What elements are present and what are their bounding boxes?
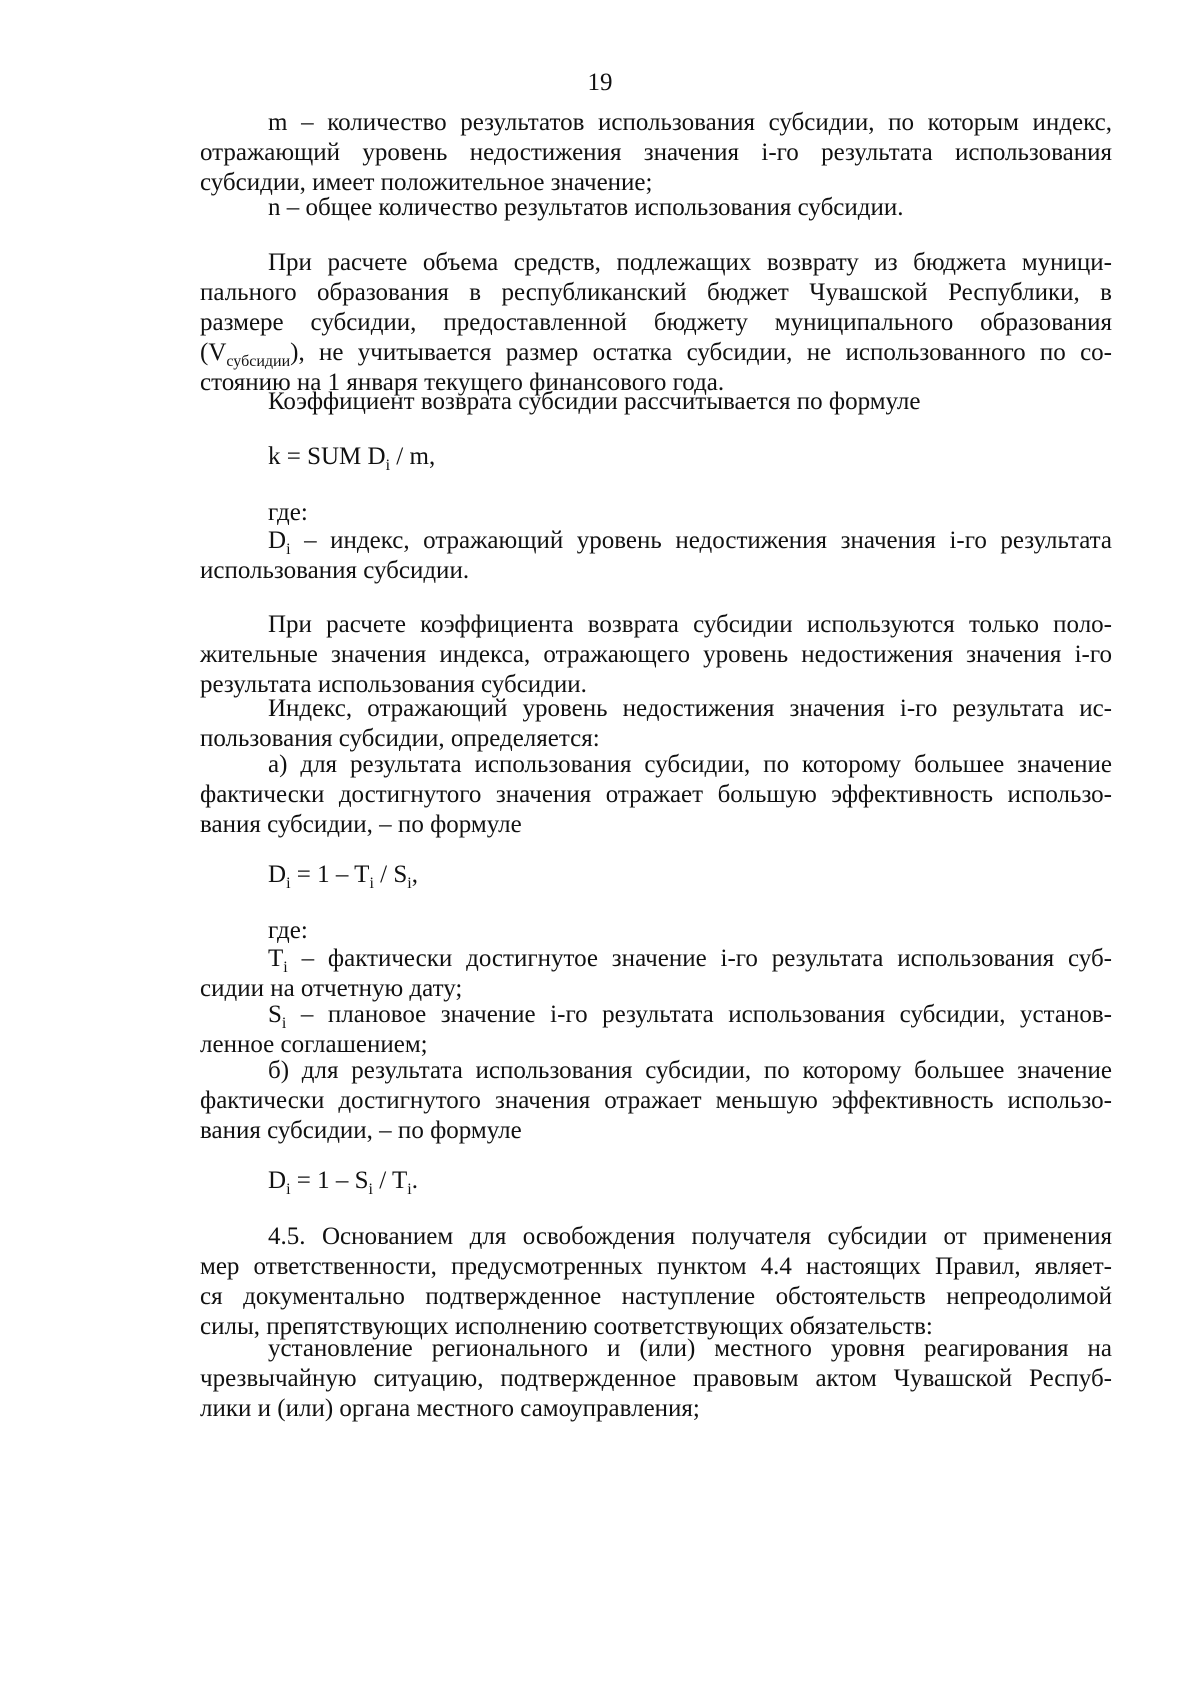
formula-case-b: $D_i = 1 - S_i / T_i$. xyxy=(268,1167,418,1198)
paragraph-case-b: б) для результата использования субсидии, по которому большее значение фактически достигнутого значения отражает меньшую эффективность использо- вания субсидии, – по формуле xyxy=(200,1057,1112,1144)
paragraph-case-a: а) для результата использования субсидии, по которому большее значение фактически достигнутого значения отражает большую эффективность использо- вания субсидии, – по формуле xyxy=(200,751,1112,838)
page-number: 19 xyxy=(587,69,613,96)
where-label-2: где: xyxy=(268,917,308,944)
paragraph-di-definition: $D_i$ – индекс, отражающий уровень недостижения значения i-го результата использования субсидии. xyxy=(200,527,1112,584)
paragraph-n-definition: n – общее количество результатов использования субсидии. xyxy=(268,194,904,221)
paragraph-si-definition: $S_i$ – плановое значение i-го результата использования субсидии, установ- ленное соглашением; xyxy=(200,1001,1112,1058)
paragraph-positive-values: При расчете коэффициента возврата субсидии используются только поло- жительные значения индекса, отражающего уровень недостижения значения i-го результата использования субсидии. xyxy=(200,611,1112,698)
paragraph-return-calculation: При расчете объема средств, подлежащих возврату из бюджета муници- пального образования в республиканский бюджет Чувашской Республики, в размере субсидии, предоставленной бюджету муниципального образования $(V_{субсидии})$, не учитывается размер остатка субсидии, не использованного по со- стоянию на 1 января текущего финансового года. xyxy=(200,249,1112,396)
subsidy-volume-line: $(V_{субсидии})$, не учитывается размер остатка субсидии, не использованного по со- xyxy=(200,339,1112,370)
paragraph-emergency-level: установление регионального и (или) местного уровня реагирования на чрезвычайную ситуацию, подтвержденное правовым актом Чувашской Респуб- лики и (или) органа местного самоуправления; xyxy=(200,1335,1112,1422)
paragraph-4-5: 4.5. Основанием для освобождения получателя субсидии от применения мер ответственности, предусмотренных пунктом 4.4 настоящих Правил, являет- ся документально подтвержденное наступление обстоятельств непреодолимой силы, препятствующих исполнению соответствующих обязательств: xyxy=(200,1223,1112,1340)
paragraph-m-definition: m – количество результатов использования субсидии, по которым индекс, отражающий уровень недостижения значения i-го результата использования субсидии, имеет положительное значение; xyxy=(200,109,1112,196)
paragraph-index-definition: Индекс, отражающий уровень недостижения значения i-го результата ис- пользования субсидии, определяется: xyxy=(200,695,1112,752)
paragraph-coefficient-intro: Коэффициент возврата субсидии рассчитывается по формуле xyxy=(268,388,921,415)
where-label-1: где: xyxy=(268,499,308,526)
formula-case-a: $D_i = 1 - T_i / S_i$, xyxy=(268,861,418,892)
paragraph-ti-definition: $T_i$ – фактически достигнутое значение i-го результата использования суб- сидии на отчетную дату; xyxy=(200,945,1112,1002)
formula-k: k = SUM $D_i$ / m, xyxy=(268,443,436,474)
